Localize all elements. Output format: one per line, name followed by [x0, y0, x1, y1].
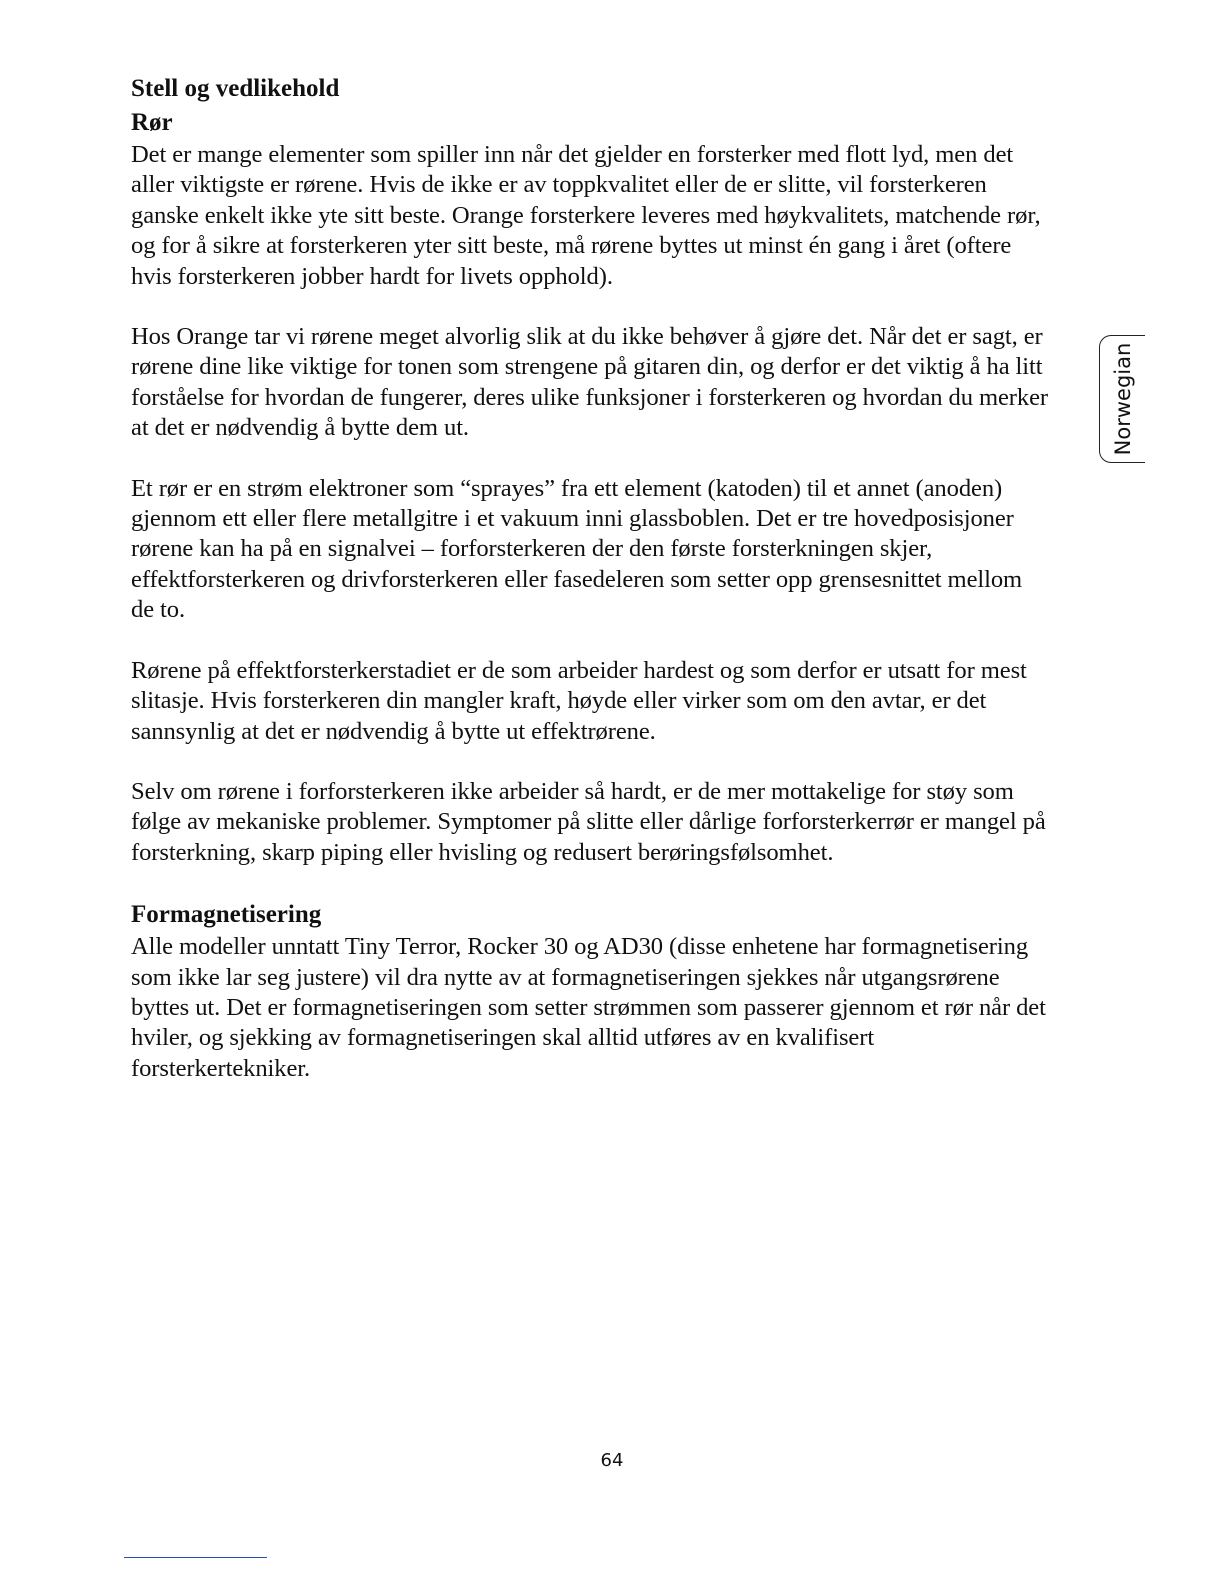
subsection-heading-ror: Rør	[131, 109, 173, 136]
paragraph: Alle modeller unntatt Tiny Terror, Rocker 30 og AD30 (disse enhetene har formagnetisering som ikke lar seg justere) vil dra nytte av at formagnetiseringen sjekkes når utgangsrørene byttes ut. Det er formagnetiseringen som setter strømmen som passerer gjennom et rør når det hviler, og sjekking av formagnetiseringen skal alltid utføres av en kvalifisert forsterkertekniker.	[131, 933, 1046, 1082]
paragraph: Hos Orange tar vi rørene meget alvorlig slik at du ikke behøver å gjøre det. Når det er sagt, er rørene dine like viktige for tonen som strengene på gitaren din, og derfor er det viktig å ha litt forståelse for hvordan de fungerer, deres ulike funksjoner i forsterkeren og hvordan du merker at det er nødvendig å bytte dem ut.	[131, 323, 1048, 442]
footnote-divider	[124, 1557, 267, 1558]
section-title: Stell og vedlikehold	[131, 75, 340, 102]
main-content	[131, 72, 1051, 1114]
language-side-tab	[1099, 335, 1145, 463]
paragraph: Selv om rørene i forforsterkeren ikke arbeider så hardt, er de mer mottakelige for støy som følge av mekaniske problemer. Symptomer på slitte eller dårlige forforsterkerrør er mangel på forsterkning, skarp piping eller hvisling og redusert berøringsfølsomhet.	[131, 777, 1046, 866]
paragraph: Rørene på effektforsterkerstadiet er de som arbeider hardest og som derfor er utsatt for mest slitasje. Hvis forsterkeren din mangler kraft, høyde eller virker som om den avtar, er det sannsynlig at det er nødvendig å bytte ut effektrørene.	[131, 656, 1027, 745]
page-number: 64	[600, 1450, 624, 1471]
subsection-heading-formagnetisering: Formagnetisering	[131, 901, 322, 929]
language-tab-label: Norwegian	[1110, 342, 1135, 456]
paragraph: Det er mange elementer som spiller inn når det gjelder en forsterker med flott lyd, men det aller viktigste er rørene. Hvis de ikke er av toppkvalitet eller de er slitte, vil forsterkeren ganske enkelt ikke yte sitt beste. Orange forsterkere leveres med høykvalitets, matchende rør, og for å sikre at forsterkeren yter sitt beste, må rørene byttes ut minst én gang i året (oftere hvis forsterkeren jobber hardt for livets opphold).	[131, 141, 1041, 290]
paragraph: Et rør er en strøm elektroner som “sprayes” fra ett element (katoden) til et annet (anoden) gjennom ett eller flere metallgitre i et vakuum inni glassboblen. Det er tre hovedposisjoner rørene kan ha på en signalvei – forforsterkeren der den første forsterkningen skjer, effektforsterkeren og drivforsterkeren eller fasedeleren som setter opp grensesnittet mellom de to.	[131, 474, 1023, 624]
